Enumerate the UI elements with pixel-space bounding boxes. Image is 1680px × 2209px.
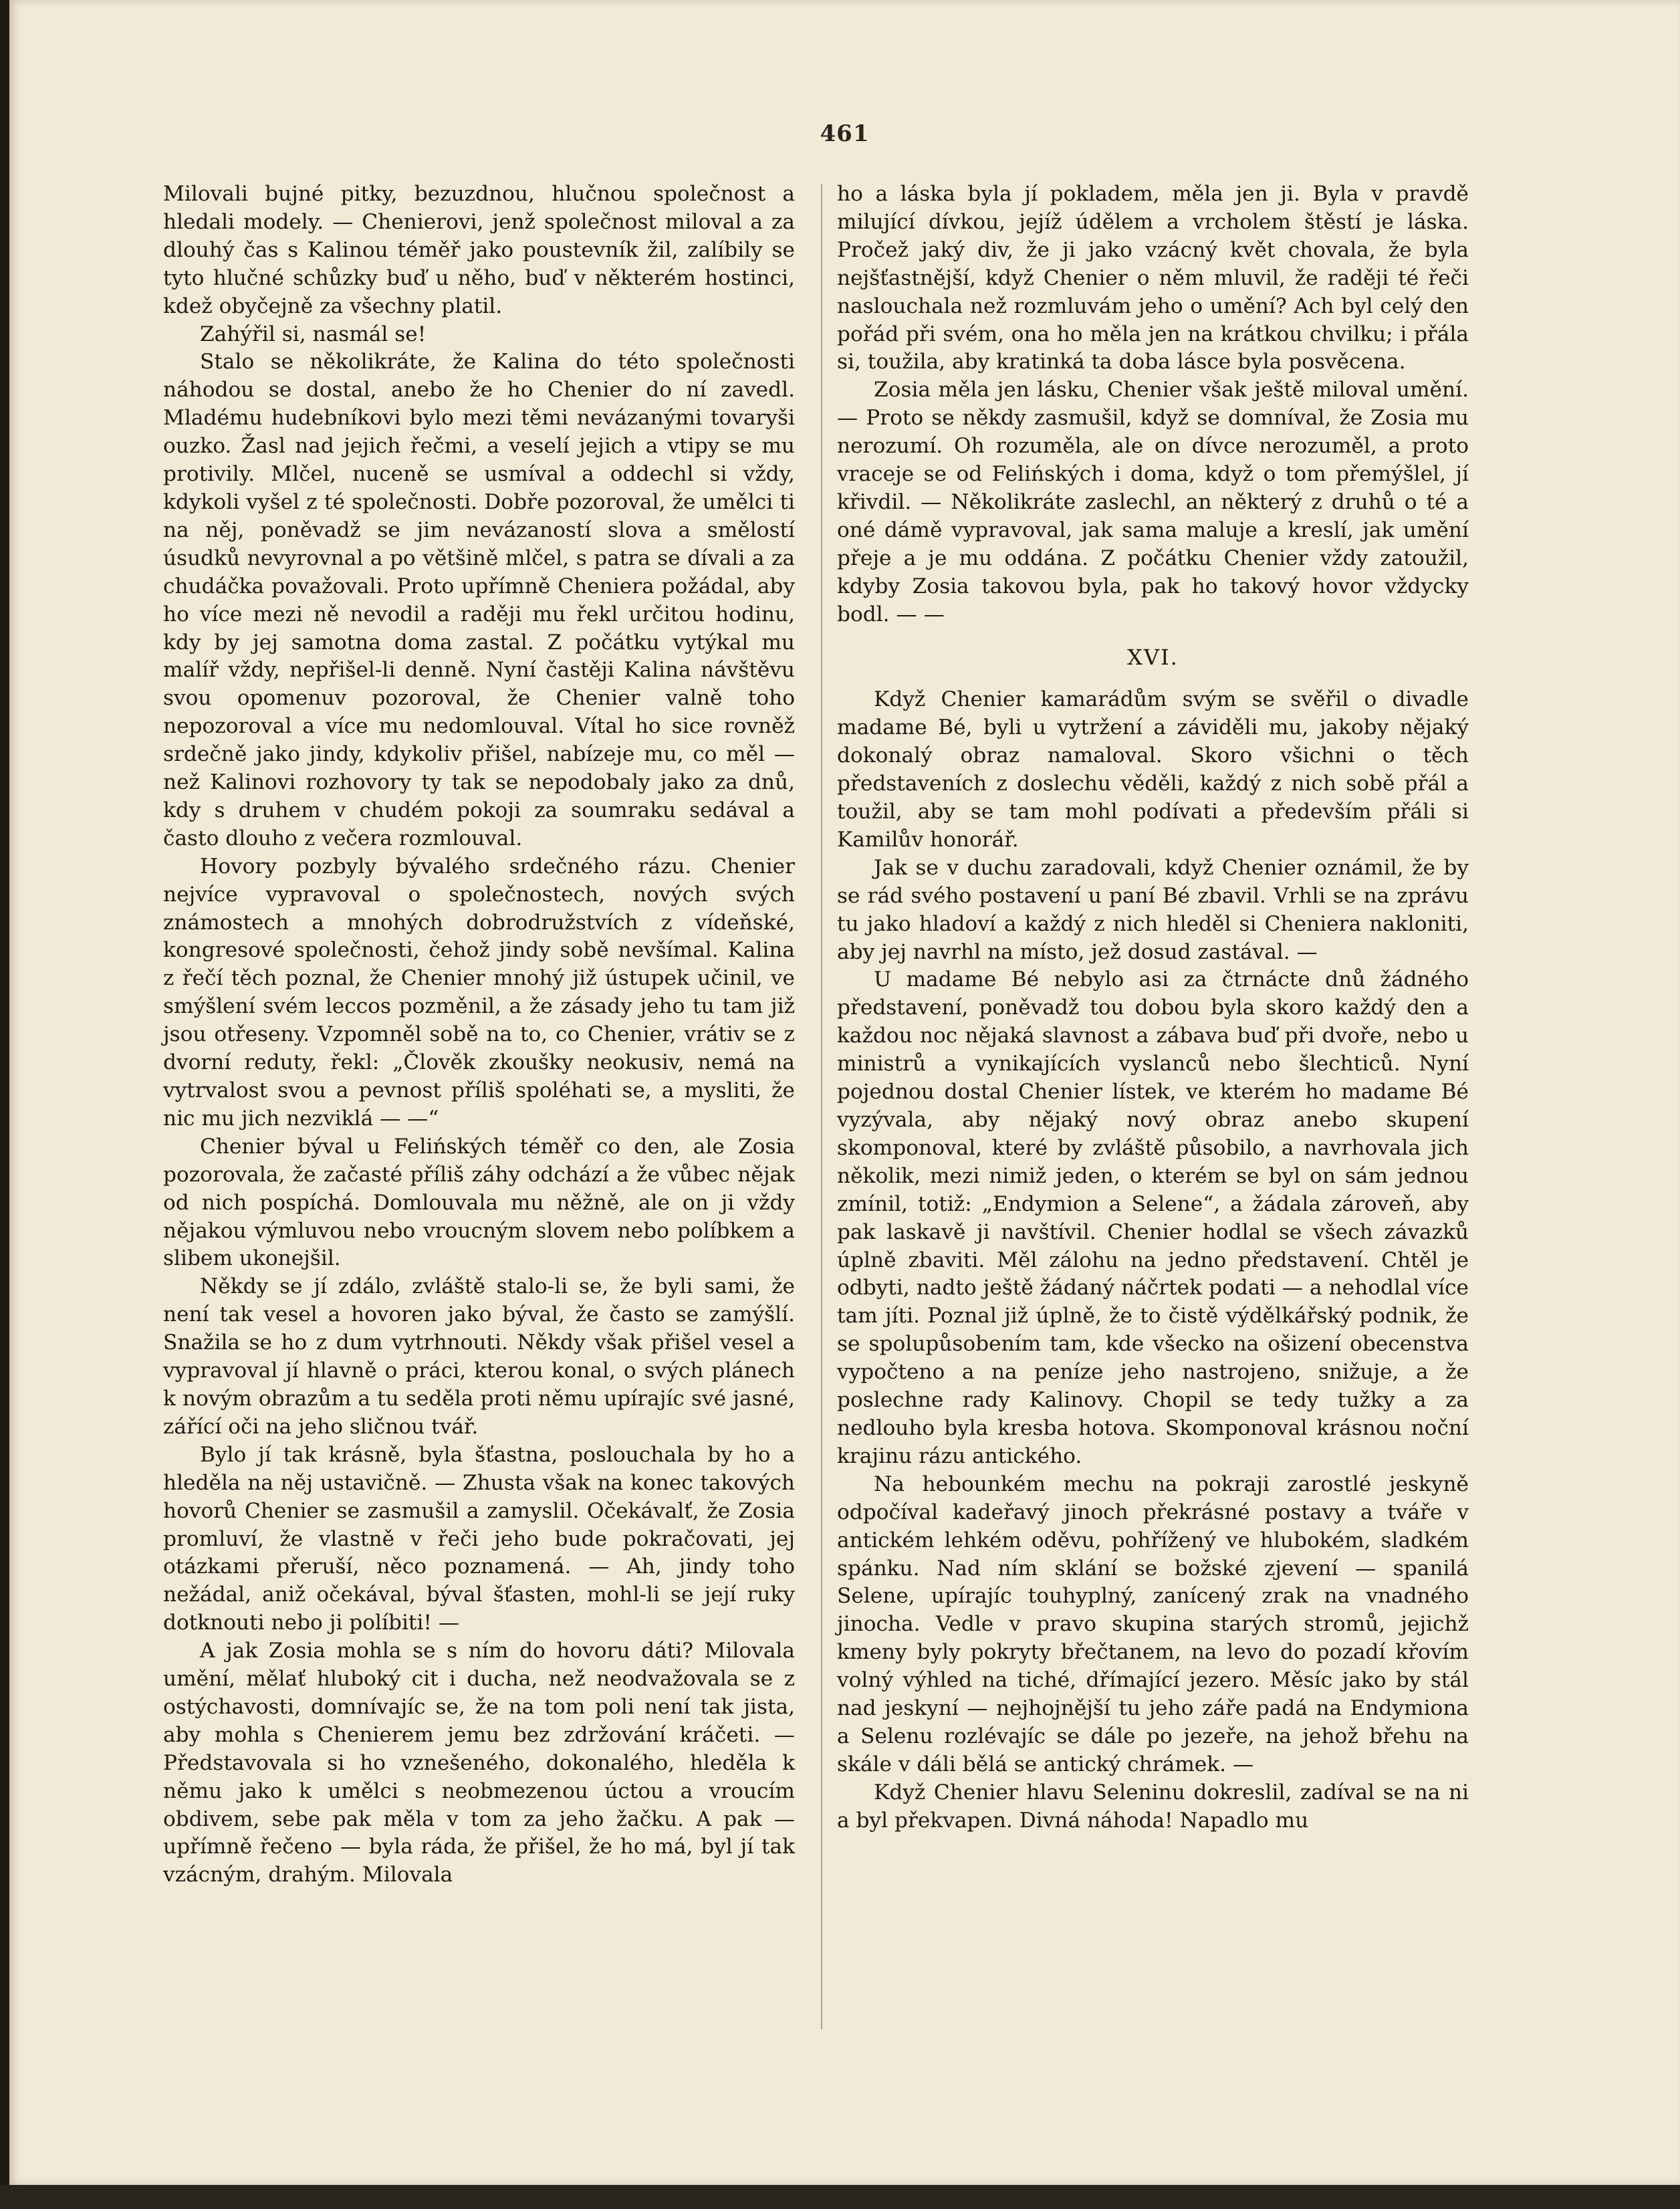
paragraph: Stalo se několikráte, že Kalina do této společnosti náhodou se dostal, anebo že ho Chenier do ní zavedl. Mladému hudebníkovi bylo mezi těmi nevázanými tovaryši ouzko. Žasl nad jejich řečmi, a veselí jejich a vtipy se mu protivily. Mlčel, nuceně se usmíval a oddechl si vždy, kdykoli vyšel z té společnosti. Dobře pozoroval, že umělci ti na něj, poněvadž se jim nevázaností slova a smělostí úsudků nevyrovnal a po většině mlčel, s patra se dívali a za chudáčka považovali. Proto upřímně Cheniera požádal, aby ho více mezi ně nevodil a raději mu řekl určitou hodinu, kdy by jej samotna doma zastal. Z počátku vytýkal mu malíř vždy, nepřišel-li denně. Nyní častěji Kalina návštěvu svou opomenuv pozoroval, že Chenier valně toho nepozoroval a více mu nedomlouval. Vítal ho sice rovněž srdečně jako jindy, kdykoliv přišel, nabízeje mu, co měl — než Kalinovi rozhovory ty tak se nepodobaly jako za dnů, kdy s druhem v chudém pokoji za soumraku sedával a často dlouho z večera rozmlouval. xyxy=(163,350,795,850)
right-column xyxy=(837,181,1469,1835)
paragraph: A jak Zosia mohla se s ním do hovoru dáti? Milovala umění, mělať hluboký cit i ducha, než neodvažovala se z ostýchavosti, domnívajíc se, že na tom poli není tak jista, aby mohla s Chenierem jemu bez zdržování kráčeti. — Představovala si ho vznešeného, dokonalého, hleděla k němu jako k umělci s neobmezenou úctou a vroucím obdivem, sebe pak měla v tom za jeho žačku. A pak — upřímně řečeno — byla ráda, že přišel, že ho má, byl jí tak vzácným, drahým. Milovala xyxy=(163,1639,795,1887)
paragraph: U madame Bé nebylo asi za čtrnácte dnů žádného představení, poněvadž tou dobou byla skoro každý den a každou noc nějaká slavnost a zábava buď při dvoře, nebo u ministrů a vynikajících vyslanců nebo šlechticů. Nyní pojednou dostal Chenier lístek, ve kterém ho madame Bé vyzývala, aby nějaký nový obraz anebo skupení skomponoval, které by zvláště působilo, a navrhovala jich několik, mezi nimiž jeden, o kterém se byl on sám jednou zmínil, totiž: „Endymion a Selene“, a žádala zároveň, aby pak laskavě ji navštívil. Chenier hodlal se všech závazků úplně zbaviti. Měl zálohu na jedno představení. Chtěl je odbyti, nadto ještě žádaný náčrtek podati — a nehodlal více tam jíti. Poznal již úplně, že to čistě výdělkářský podnik, že se spolupůsobením tam, kde všecko na ošizení obecenstva vypočteno a na peníze jeho nastrojeno, snižuje, a že poslechne rady Kalinovy. Chopil se tedy tužky a za nedlouho byla kresba hotova. Skomponoval krásnou noční krajinu rázu antického. xyxy=(837,967,1469,1468)
paragraph: Milovali bujné pitky, bezuzdnou, hlučnou společnost a hledali modely. — Chenierovi, jenž společnost miloval a za dlouhý čas s Kalinou téměř jako poustevník žil, zalíbily se tyto hlučné schůzky buď u něho, buď v některém hostinci, kdež obyčejně za všechny platil. xyxy=(163,182,795,318)
paragraph: Bylo jí tak krásně, byla šťastna, poslouchala by ho a hleděla na něj ustavičně. — Zhusta však na konec takových hovorů Chenier se zasmušil a zamyslil. Očekávalť, že Zosia promluví, že vlastně v řeči jeho bude pokračovati, jej otázkami přeruší, něco poznamená. — Ah, jindy toho nežádal, aniž očekával, býval šťasten, mohl-li se její ruky dotknouti nebo ji políbiti! — xyxy=(163,1442,795,1635)
page-sheet xyxy=(9,0,1680,2185)
column-divider xyxy=(821,184,822,2029)
paragraph: Zahýřil si, nasmál se! xyxy=(200,322,427,346)
scan-bottom-edge xyxy=(0,2185,1680,2209)
chapter-heading: XVI. xyxy=(1127,644,1179,670)
paragraph: Jak se v duchu zaradovali, když Chenier oznámil, že by se rád svého postavení u paní Bé zbavil. Vrhli se na zprávu tu jako hladoví a každý z nich hleděl si Cheniera nakloniti, aby jej navrhl na místo, jež dosud zastával. — xyxy=(837,855,1469,964)
paragraph: Hovory pozbyly bývalého srdečného rázu. Chenier nejvíce vypravoval o společnostech, nových svých známostech a mnohých dobrodružstvích z vídeňské, kongresové společnosti, čehož jindy sobě nevšímal. Kalina z řečí těch poznal, že Chenier mnohý již ústupek učinil, ve smýšlení svém leccos pozměnil, a že zásady jeho tu tam již jsou otřeseny. Vzpomněl sobě na to, co Chenier, vrátiv se z dvorní reduty, řekl: „Člověk zkoušky neokusiv, nemá na vytrvalost svou a pevnost příliš spoléhati se, a mysliti, že nic mu jich nezviklá — —“ xyxy=(163,854,795,1131)
paragraph: Chenier býval u Felińských téměř co den, ale Zosia pozorovala, že začasté příliš záhy odchází a že vůbec nějak od nich pospíchá. Domlouvala mu něžně, ale on ji vždy nějakou výmluvou nebo vroucným slovem nebo políbkem a slibem ukonejšil. xyxy=(163,1134,795,1271)
paragraph: Zosia měla jen lásku, Chenier však ještě miloval umění. — Proto se někdy zasmušil, když se domníval, že Zosia mu nerozumí. Oh rozuměla, ale on dívce nerozuměl, a proto vraceje se od Felińských i doma, když o tom přemýšlel, jí křivdil. — Několikráte zaslechl, an některý z druhů o té a oné dámě vypravoval, jak sama maluje a kreslí, jak umění přeje a je mu oddána. Z počátku Chenier vždy zatoužil, kdyby Zosia takovou byla, pak ho takový hovor vždycky bodl. — — xyxy=(837,378,1469,626)
left-column xyxy=(163,181,795,1889)
paragraph: Na hebounkém mechu na pokraji zarostlé jeskyně odpočíval kadeřavý jinoch překrásné postavy a tváře v antickém lehkém oděvu, pohřížený ve hlubokém, sladkém spánku. Nad ním sklání se božské zjevení — spanilá Selene, upírajíc touhyplný, zanícený zrak na vnadného jinocha. Vedle v pravo skupina starých stromů, jejichž kmeny byly pokryty břečtanem, na levo do pozadí křovím volný výhled na tiché, dřímající jezero. Měsíc jako by stál nad jeskyní — nejhojnější tu jeho záře padá na Endymiona a Selenu rozlévajíc se dále po jezeře, na jehož břehu na skále v dáli bělá se antický chrámek. — xyxy=(837,1472,1469,1776)
paragraph: ho a láska byla jí pokladem, měla jen ji. Byla v pravdě milující dívkou, jejíž údělem a vrcholem štěstí je láska. Pročež jaký div, že ji jako vzácný květ chovala, že byla nejšťastnější, když Chenier o něm mluvil, že raději té řeči naslouchala než rozmluvám jeho o umění? Ach byl celý den pořád při svém, ona ho měla jen na krátkou chvilku; i přála si, toužila, aby kratinká ta doba lásce byla posvěcena. xyxy=(837,182,1469,374)
page-number: 461 xyxy=(820,120,870,147)
paragraph: Někdy se jí zdálo, zvláště stalo-li se, že byli sami, že není tak vesel a hovoren jako býval, že často se zamýšlí. Snažila se ho z dum vytrhnouti. Někdy však přišel vesel a vypravoval jí hlavně o práci, kterou konal, o svých plánech k novým obrazům a tu seděla proti němu upírajíc své jasné, zářící oči na jeho sličnou tvář. xyxy=(163,1274,795,1439)
paragraph: Když Chenier hlavu Seleninu dokreslil, zadíval se na ni a byl překvapen. Divná náhoda! Napadlo mu xyxy=(837,1780,1469,1833)
paragraph: Když Chenier kamarádům svým se svěřil o divadle madame Bé, byli u vytržení a záviděli mu, jakoby nějaký dokonalý obraz namaloval. Skoro všichni o těch představeních z doslechu věděli, každý z nich sobě přál a toužil, aby se tam mohl podívati a především přáli si Kamilův honorář. xyxy=(837,687,1469,852)
